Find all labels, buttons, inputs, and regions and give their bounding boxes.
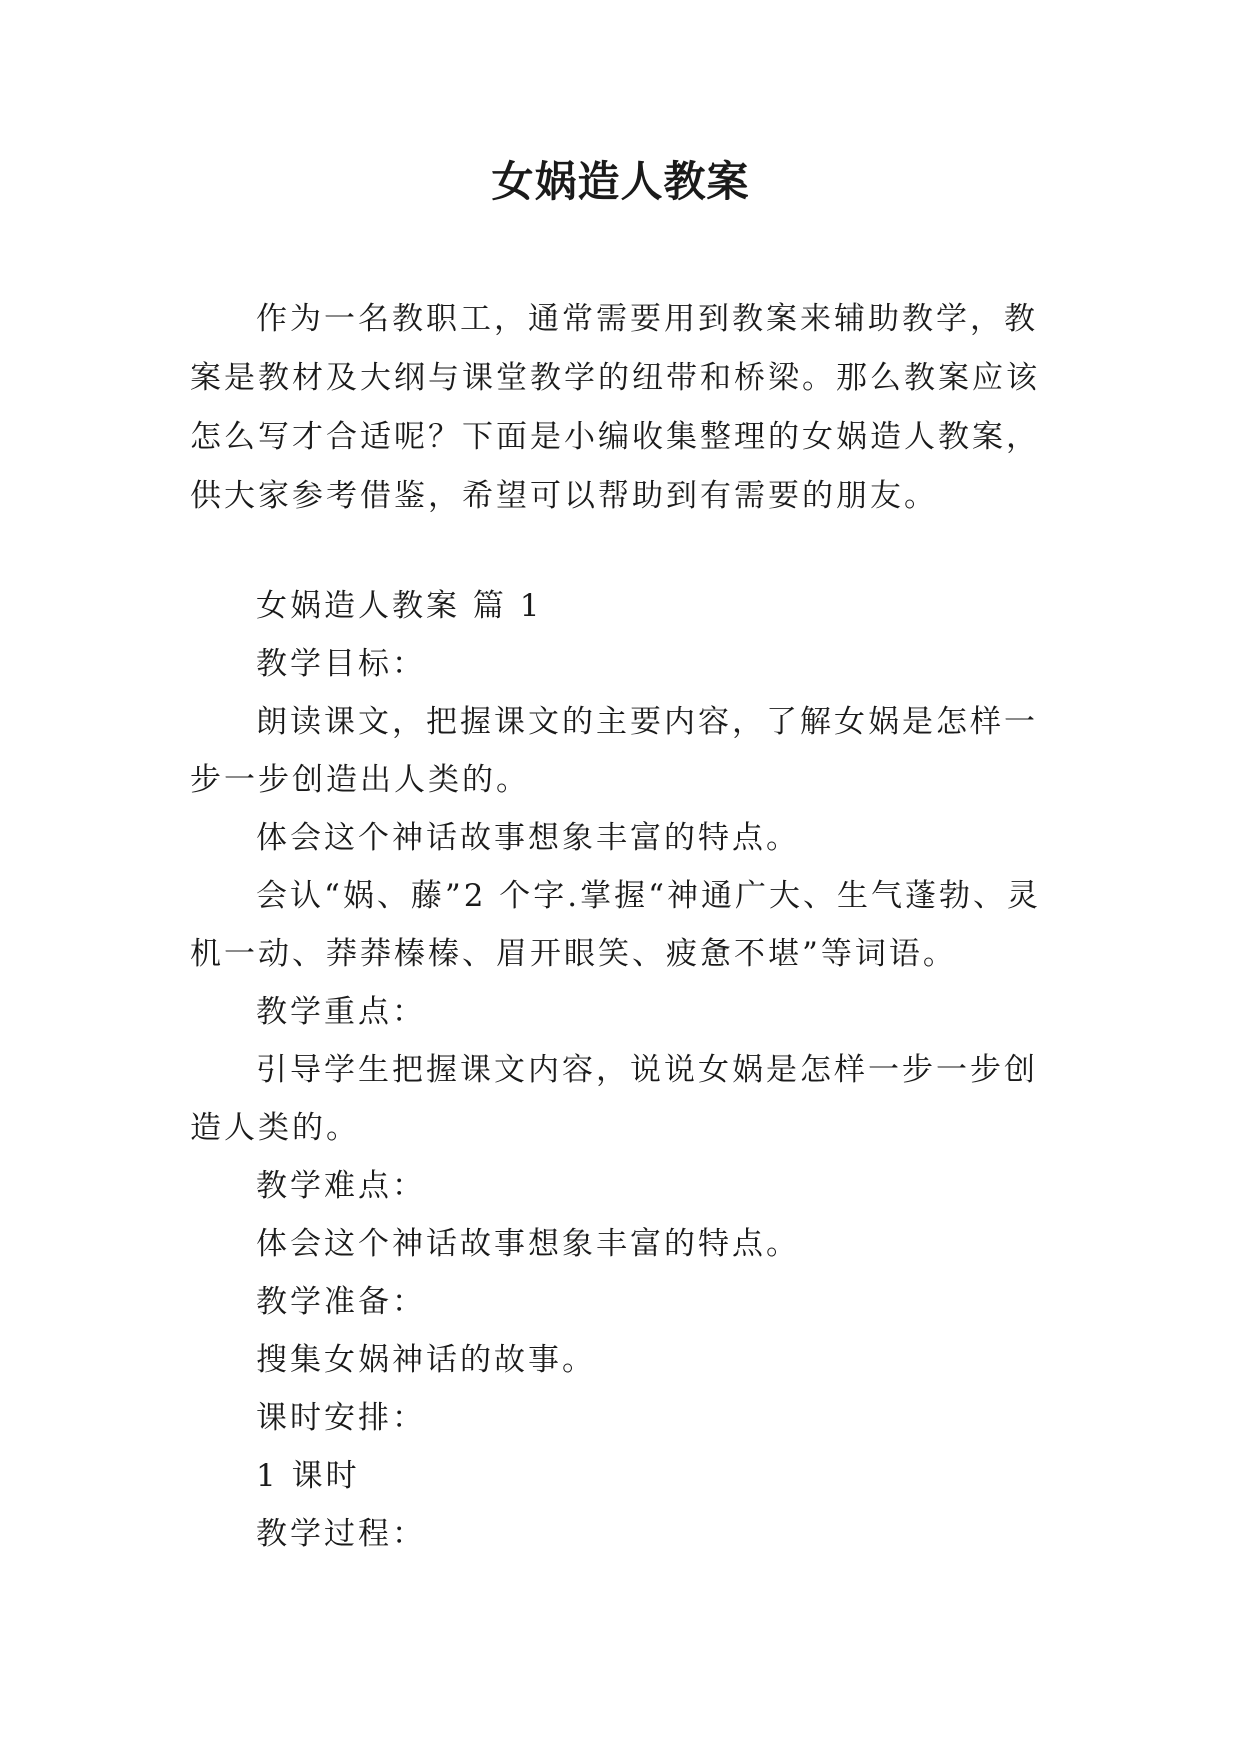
paragraph-process-label: 教学过程： [256,1516,426,1552]
paragraph-teaching-goals-label: 教学目标： [256,646,426,682]
paragraph-goal-2: 体会这个神话故事想象丰富的特点。 [256,820,800,856]
paragraph-difficulties: 体会这个神话故事想象丰富的特点。 [256,1226,800,1262]
paragraph-schedule-label: 课时安排： [256,1400,426,1436]
paragraph-preparation-label: 教学准备： [256,1284,426,1320]
paragraph-goal-3: 会认“娲、藤”2 个字.掌握“神通广大、生气蓬勃、灵机一动、莽莽榛榛、眉开眼笑、疲惫不堪”等词语。 [190,878,1041,972]
section-heading: 女娲造人教案 篇 1 [256,588,543,624]
paragraph-schedule: 1 课时 [256,1458,360,1494]
paragraph-key-points: 引导学生把握课文内容，说说女娲是怎样一步一步创造人类的。 [190,1052,1038,1146]
paragraph-key-points-label: 教学重点： [256,994,426,1030]
paragraph-preparation: 搜集女娲神话的故事。 [256,1342,596,1378]
intro-section [190,290,1050,526]
lesson-plan-section [190,577,1050,1563]
paragraph-difficulties-label: 教学难点： [256,1168,426,1204]
intro-paragraph: 作为一名教职工，通常需要用到教案来辅助教学，教案是教材及大纲与课堂教学的纽带和桥梁。那么教案应该怎么写才合适呢？下面是小编收集整理的女娲造人教案，供大家参考借鉴，希望可以帮助到有需要的朋友。 [190,301,1040,514]
document-title: 女娲造人教案 [491,157,750,206]
paragraph-goal-1: 朗读课文，把握课文的主要内容，了解女娲是怎样一步一步创造出人类的。 [190,704,1038,798]
